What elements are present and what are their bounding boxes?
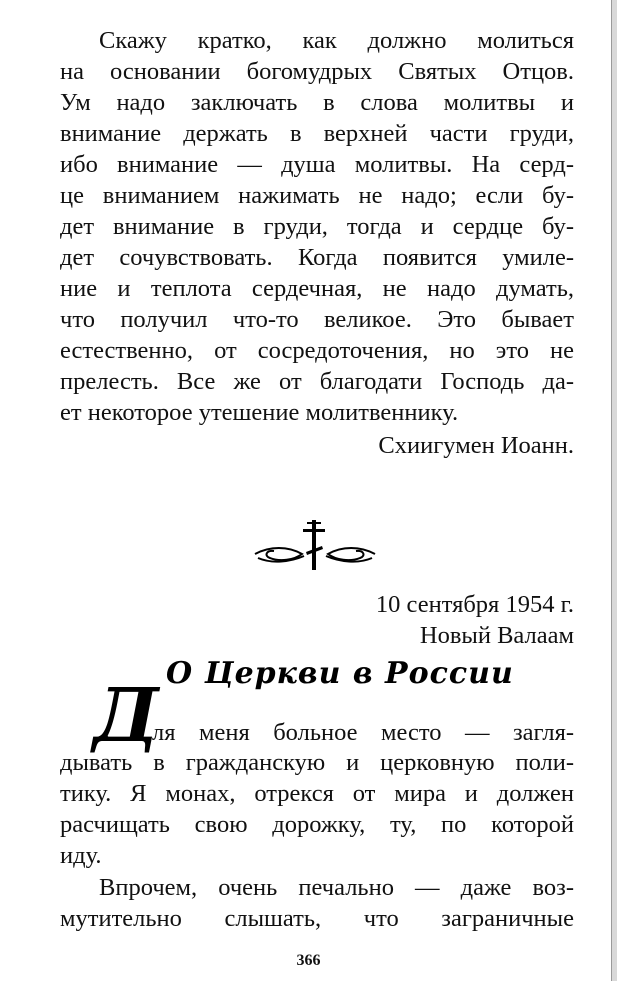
cross-with-flourishes-icon bbox=[250, 516, 380, 576]
text-line: Скажу кратко, как должно молиться bbox=[99, 27, 574, 54]
section-title: О Церкви в России bbox=[166, 656, 514, 691]
text-line: иду. bbox=[60, 842, 102, 869]
text-line: дывать в гражданскую и церковную поли- bbox=[60, 749, 574, 776]
text-line: внимание держать в верхней части груди, bbox=[60, 120, 574, 147]
text-line: на основании богомудрых Святых Отцов. bbox=[60, 58, 574, 85]
text-line: ет некоторое утешение молитвеннику. bbox=[60, 399, 459, 426]
text-line: прелесть. Все же от благодати Господь да- bbox=[60, 368, 574, 395]
signature: Схиигумен Иоанн. bbox=[378, 432, 574, 459]
text-line: расчищать свою дорожку, ту, по которой bbox=[60, 811, 574, 838]
text-line: ние и теплота сердечная, не надо думать, bbox=[60, 275, 574, 302]
text-line: Впрочем, очень печально — даже воз- bbox=[99, 874, 574, 901]
text-line: естественно, от сосредоточения, но это не bbox=[60, 337, 574, 364]
letter-place: Новый Валаам bbox=[419, 622, 574, 649]
page-edge bbox=[612, 0, 617, 981]
text-line: ибо внимание — душа молитвы. На серд- bbox=[60, 151, 574, 178]
page-number: 366 bbox=[296, 952, 321, 969]
text-line: что получил что-то великое. Это бывает bbox=[60, 306, 574, 333]
letter-date: 10 сентября 1954 г. bbox=[375, 591, 574, 618]
text-line: дет внимание в груди, тогда и сердце бу- bbox=[60, 213, 574, 240]
text-line: тику. Я монах, отрекся от мира и должен bbox=[60, 780, 574, 807]
text-line: це вниманием нажимать не надо; если бу- bbox=[60, 182, 574, 209]
text-line: дет сочувствовать. Когда появится умиле- bbox=[60, 244, 574, 271]
text-line: мутительно слышать, что заграничные bbox=[60, 905, 574, 932]
text-line: Ум надо заключать в слова молитвы и bbox=[60, 89, 574, 116]
drop-cap: Д bbox=[93, 673, 159, 759]
text-line: ля меня больное место — загля- bbox=[152, 719, 574, 746]
